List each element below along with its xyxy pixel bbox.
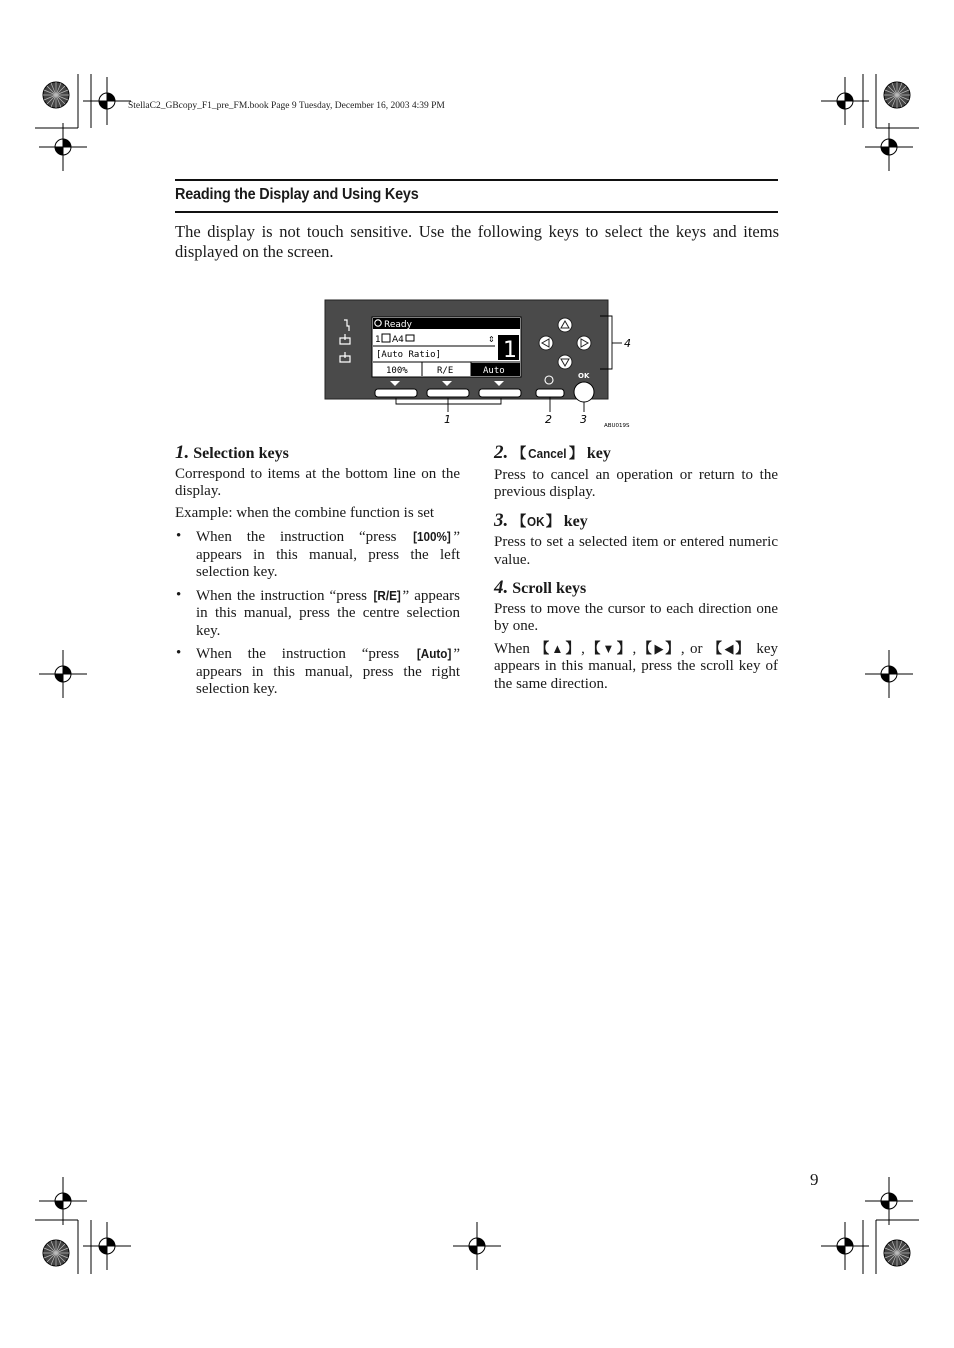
item-3-number: 3. <box>494 509 509 531</box>
right-column <box>494 444 778 697</box>
arrow-up-key: ▲ <box>551 640 564 656</box>
screen-tray: 1 <box>375 335 381 345</box>
softkey-label-re: R/E <box>437 366 454 376</box>
key-auto: [Auto] <box>416 646 452 661</box>
section-title: Reading the Display and Using Keys <box>175 186 419 203</box>
callout-3: 3 <box>580 413 587 426</box>
selection-key-centre <box>427 389 469 397</box>
item-2-body: Press to cancel an operation or return to the previous display. <box>494 466 778 500</box>
callout-4: 4 <box>624 337 631 350</box>
top-rule <box>175 179 778 181</box>
control-panel-figure <box>320 296 640 432</box>
title-underline <box>175 211 778 213</box>
key-re: [R/E] <box>373 587 401 603</box>
item-1-heading <box>175 444 460 463</box>
item-3-heading: 3. 【OK】 key <box>494 509 588 531</box>
ok-key <box>574 382 594 402</box>
item-2-heading: 2. 【 Cancel 】 key <box>494 442 611 463</box>
selection-key-right <box>479 389 521 397</box>
item-4-heading <box>494 579 778 598</box>
softkey-label-auto: Auto <box>483 366 505 376</box>
ok-key-label: OK <box>578 372 590 380</box>
bullet-auto: • When the instruction “press [Auto] ” appears in this manual, press the right selection key. <box>175 645 460 699</box>
screen-copies: 1 <box>503 338 517 363</box>
item-4-title: Scroll keys <box>512 580 587 597</box>
item-1-body-1: Correspond to items at the bottom line on the display. <box>175 465 460 499</box>
key-100: [100%] <box>413 529 452 544</box>
callout-1: 1 <box>444 413 451 426</box>
page-number: 9 <box>810 1170 819 1189</box>
book-header-meta: StellaC2_GBcopy_F1_pre_FM.book Page 9 Tuesday, December 16, 2003 4:39 PM <box>128 101 445 111</box>
bullet-re: • When the instruction “press [R/E] ” appears in this manual, press the centre selection key. <box>175 587 460 641</box>
selection-key-left <box>375 389 417 397</box>
item-1-title: Selection keys <box>193 445 289 462</box>
item-4-number: 4. <box>494 577 509 598</box>
screen-paper: A4 <box>392 335 404 345</box>
item-4-body: Press to move the cursor to each direction one by one. <box>494 600 778 634</box>
item-3-body: Press to set a selected item or entered numeric value. <box>494 534 778 568</box>
screen-ratio: [Auto Ratio] <box>376 350 442 360</box>
cancel-key-name: Cancel <box>528 446 567 461</box>
svg-text:⇕: ⇕ <box>488 335 495 344</box>
arrow-right-key: ▶ <box>654 640 664 656</box>
left-column <box>175 444 460 704</box>
figure-code: ABU019S <box>604 423 630 429</box>
item-2-number: 2. <box>494 442 509 463</box>
item-1-body-2: Example: when the combine function is set <box>175 504 435 521</box>
cancel-key <box>536 389 564 397</box>
item-4-when: When 【▲】,【▼】,【▶】, or 【◀】 key appears in this manual, press the scroll key of the same direction. <box>494 640 779 692</box>
callout-2: 2 <box>545 413 552 426</box>
arrow-left-key: ◀ <box>724 640 734 656</box>
softkey-label-100: 100% <box>386 366 408 376</box>
ok-key-name: OK <box>527 513 545 529</box>
bullet-100: • When the instruction “press [100%] ” appears in this manual, press the left selection key. <box>175 528 460 582</box>
selection-key-bullets <box>175 528 460 699</box>
screen-status: Ready <box>384 320 412 330</box>
intro-paragraph: The display is not touch sensitive. Use the following keys to select the keys and items displayed on the screen. <box>175 222 779 261</box>
arrow-down-key: ▼ <box>602 640 615 656</box>
item-1-number: 1. <box>175 442 190 463</box>
